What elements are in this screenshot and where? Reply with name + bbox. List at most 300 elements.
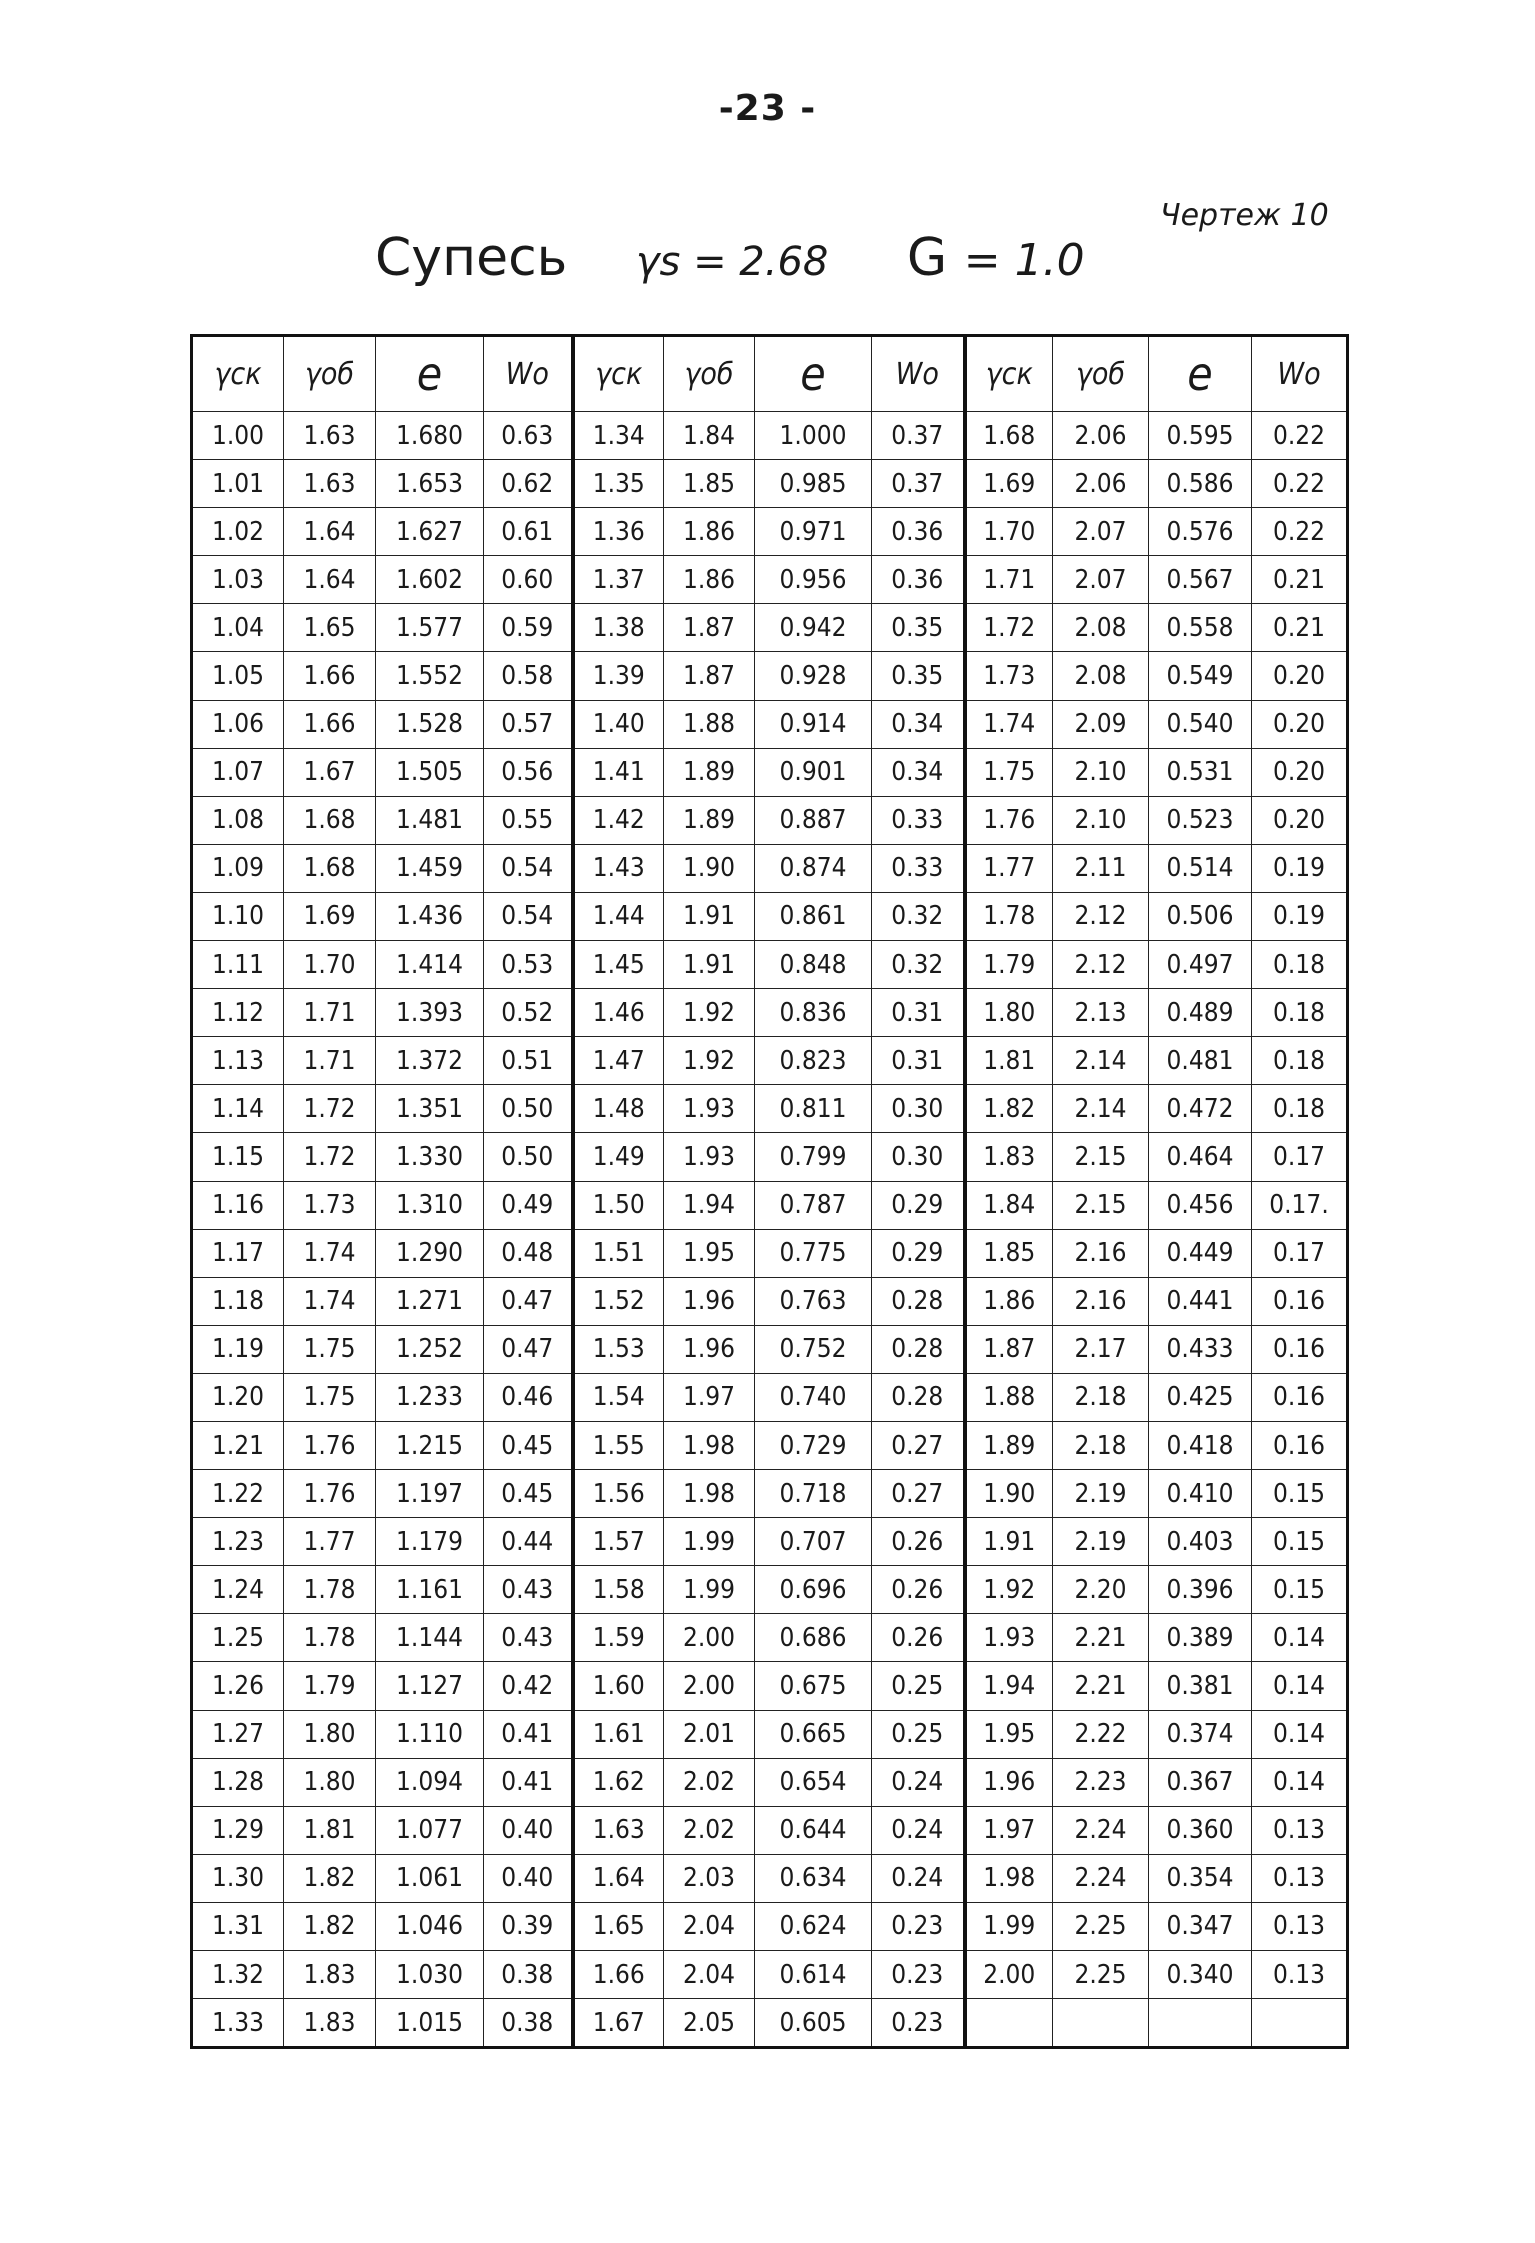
table-cell: 2.12 <box>1053 941 1149 989</box>
table-cell: 0.614 <box>755 1951 872 1999</box>
table-cell: 0.787 <box>755 1181 872 1229</box>
table-cell: 0.456 <box>1149 1181 1252 1229</box>
table-cell: 1.271 <box>376 1277 484 1325</box>
table-cell: 0.403 <box>1149 1518 1252 1566</box>
table-cell: 2.07 <box>1053 556 1149 604</box>
table-row <box>192 1325 1348 1373</box>
table-cell: 1.98 <box>664 1421 755 1469</box>
table-cell: 1.70 <box>965 508 1053 556</box>
table-cell: 1.70 <box>284 941 376 989</box>
table-cell: 1.90 <box>965 1470 1053 1518</box>
table-cell: 0.360 <box>1149 1806 1252 1854</box>
column-header: Wo <box>1252 336 1348 412</box>
table-cell: 0.425 <box>1149 1373 1252 1421</box>
table-cell: 0.644 <box>755 1806 872 1854</box>
table-cell: 0.57 <box>484 700 573 748</box>
table-cell: 1.86 <box>664 556 755 604</box>
table-cell: 0.686 <box>755 1614 872 1662</box>
table-cell: 1.98 <box>664 1470 755 1518</box>
table-cell: 1.78 <box>284 1566 376 1614</box>
table-cell: 0.481 <box>1149 1037 1252 1085</box>
table-cell: 1.310 <box>376 1181 484 1229</box>
table-cell: 1.80 <box>284 1758 376 1806</box>
table-cell: 1.144 <box>376 1614 484 1662</box>
table-cell: 1.87 <box>664 604 755 652</box>
table-cell: 1.82 <box>284 1902 376 1950</box>
table-cell: 1.094 <box>376 1758 484 1806</box>
table-cell: 0.28 <box>872 1325 965 1373</box>
table-cell: 2.10 <box>1053 748 1149 796</box>
table-cell: 1.18 <box>192 1277 284 1325</box>
table-cell: 0.586 <box>1149 460 1252 508</box>
table-cell: 0.26 <box>872 1566 965 1614</box>
table-cell: 0.718 <box>755 1470 872 1518</box>
table-cell: 0.43 <box>484 1614 573 1662</box>
table-cell: 1.89 <box>965 1421 1053 1469</box>
table-cell: 0.497 <box>1149 941 1252 989</box>
table-cell: 0.449 <box>1149 1229 1252 1277</box>
table-cell: 1.76 <box>284 1421 376 1469</box>
table-cell: 1.58 <box>573 1566 664 1614</box>
table-row <box>192 1854 1348 1902</box>
column-header: e <box>376 336 484 412</box>
table-body <box>192 412 1348 2048</box>
page-number: -23 - <box>718 88 817 129</box>
table-cell: 0.37 <box>872 412 965 460</box>
table-cell: 1.30 <box>192 1854 284 1902</box>
table-cell: 0.33 <box>872 796 965 844</box>
table-cell: 0.389 <box>1149 1614 1252 1662</box>
table-cell: 1.56 <box>573 1470 664 1518</box>
table-cell: 0.823 <box>755 1037 872 1085</box>
table-row <box>192 1566 1348 1614</box>
table-cell: 0.654 <box>755 1758 872 1806</box>
table-cell: 0.23 <box>872 1999 965 2048</box>
table-row <box>192 1421 1348 1469</box>
table-cell: 0.675 <box>755 1662 872 1710</box>
table-cell: 1.252 <box>376 1325 484 1373</box>
table-cell: 2.21 <box>1053 1662 1149 1710</box>
table-cell: 2.24 <box>1053 1806 1149 1854</box>
table-cell: 1.65 <box>573 1902 664 1950</box>
table-cell: 0.50 <box>484 1085 573 1133</box>
table-cell: 0.28 <box>872 1277 965 1325</box>
table-cell: 0.887 <box>755 796 872 844</box>
table-cell: 0.489 <box>1149 989 1252 1037</box>
table-cell: 2.18 <box>1053 1421 1149 1469</box>
table-cell: 0.51 <box>484 1037 573 1085</box>
table-cell: 1.96 <box>965 1758 1053 1806</box>
table-cell: 1.94 <box>664 1181 755 1229</box>
table-cell: 1.97 <box>965 1806 1053 1854</box>
drawing-label: Чертеж 10 <box>1160 198 1329 233</box>
table-cell: 0.33 <box>872 844 965 892</box>
table-cell: 2.08 <box>1053 604 1149 652</box>
table-cell: 1.91 <box>664 941 755 989</box>
table-cell: 2.22 <box>1053 1710 1149 1758</box>
table-cell: 1.02 <box>192 508 284 556</box>
table-cell: 0.20 <box>1252 748 1348 796</box>
table-cell: 1.077 <box>376 1806 484 1854</box>
table-cell: 0.13 <box>1252 1902 1348 1950</box>
table-cell: 1.89 <box>664 748 755 796</box>
table-cell: 0.347 <box>1149 1902 1252 1950</box>
table-cell: 0.15 <box>1252 1470 1348 1518</box>
table-cell: 0.558 <box>1149 604 1252 652</box>
table-cell: 0.35 <box>872 604 965 652</box>
table-cell: 1.15 <box>192 1133 284 1181</box>
table-cell: 0.16 <box>1252 1421 1348 1469</box>
table-cell: 0.549 <box>1149 652 1252 700</box>
table-cell: 0.40 <box>484 1854 573 1902</box>
table-cell: 0.374 <box>1149 1710 1252 1758</box>
table-cell: 0.17 <box>1252 1229 1348 1277</box>
table-cell: 1.78 <box>284 1614 376 1662</box>
table-cell: 1.68 <box>284 796 376 844</box>
table-cell: 1.01 <box>192 460 284 508</box>
column-header: γск <box>573 336 664 412</box>
table-cell: 1.93 <box>664 1085 755 1133</box>
table-row <box>192 1614 1348 1662</box>
table-cell: 1.414 <box>376 941 484 989</box>
table-cell: 1.92 <box>664 1037 755 1085</box>
table-row <box>192 700 1348 748</box>
table-cell: 0.53 <box>484 941 573 989</box>
table-cell: 1.05 <box>192 652 284 700</box>
table-row <box>192 989 1348 1037</box>
table-cell: 1.54 <box>573 1373 664 1421</box>
table-cell: 1.67 <box>284 748 376 796</box>
table-cell: 1.67 <box>573 1999 664 2048</box>
table-cell: 0.31 <box>872 989 965 1037</box>
table-cell: 1.83 <box>284 1951 376 1999</box>
table-cell <box>1252 1999 1348 2048</box>
table-cell: 0.942 <box>755 604 872 652</box>
table-cell: 1.28 <box>192 1758 284 1806</box>
table-cell: 0.60 <box>484 556 573 604</box>
table-cell: 1.94 <box>965 1662 1053 1710</box>
table-cell: 1.53 <box>573 1325 664 1373</box>
table-cell: 0.54 <box>484 892 573 940</box>
table-row <box>192 652 1348 700</box>
table-cell: 1.34 <box>573 412 664 460</box>
table-cell: 2.04 <box>664 1902 755 1950</box>
table-cell: 0.46 <box>484 1373 573 1421</box>
column-header: Wo <box>484 336 573 412</box>
table-cell: 1.99 <box>965 1902 1053 1950</box>
column-header: Wo <box>872 336 965 412</box>
table-cell: 1.63 <box>284 412 376 460</box>
table-cell: 0.506 <box>1149 892 1252 940</box>
table-cell: 0.441 <box>1149 1277 1252 1325</box>
table-cell: 0.52 <box>484 989 573 1037</box>
table-cell: 1.290 <box>376 1229 484 1277</box>
table-cell: 1.84 <box>965 1181 1053 1229</box>
table-cell: 0.16 <box>1252 1277 1348 1325</box>
table-cell: 1.86 <box>965 1277 1053 1325</box>
table-cell: 1.04 <box>192 604 284 652</box>
soil-properties-table <box>190 334 1349 2049</box>
column-header: γоб <box>664 336 755 412</box>
table-row <box>192 1710 1348 1758</box>
column-header: γоб <box>1053 336 1149 412</box>
table-cell: 1.215 <box>376 1421 484 1469</box>
table-cell: 0.340 <box>1149 1951 1252 1999</box>
table-cell: 1.85 <box>664 460 755 508</box>
table-cell: 0.39 <box>484 1902 573 1950</box>
table-row <box>192 1999 1348 2048</box>
table-cell: 0.47 <box>484 1325 573 1373</box>
table-cell: 1.73 <box>284 1181 376 1229</box>
column-header: e <box>1149 336 1252 412</box>
table-cell: 0.624 <box>755 1902 872 1950</box>
table-cell: 2.25 <box>1053 1902 1149 1950</box>
table-cell: 1.000 <box>755 412 872 460</box>
table-cell: 1.96 <box>664 1325 755 1373</box>
table-cell: 1.00 <box>192 412 284 460</box>
table-cell: 1.63 <box>284 460 376 508</box>
table-cell: 1.31 <box>192 1902 284 1950</box>
table-cell: 1.89 <box>664 796 755 844</box>
table-cell: 0.18 <box>1252 1037 1348 1085</box>
column-header: γск <box>965 336 1053 412</box>
table-cell: 1.66 <box>284 652 376 700</box>
table-cell: 2.14 <box>1053 1085 1149 1133</box>
table-cell: 0.36 <box>872 556 965 604</box>
table-cell: 0.40 <box>484 1806 573 1854</box>
table-cell: 0.14 <box>1252 1662 1348 1710</box>
table-cell: 1.98 <box>965 1854 1053 1902</box>
table-cell: 2.05 <box>664 1999 755 2048</box>
table-cell: 0.25 <box>872 1662 965 1710</box>
table-cell: 0.848 <box>755 941 872 989</box>
table-cell: 1.74 <box>284 1229 376 1277</box>
table-cell: 1.233 <box>376 1373 484 1421</box>
table-cell: 1.95 <box>664 1229 755 1277</box>
table-cell: 1.602 <box>376 556 484 604</box>
table-cell: 0.514 <box>1149 844 1252 892</box>
table-cell: 0.34 <box>872 700 965 748</box>
table-cell: 1.52 <box>573 1277 664 1325</box>
table-cell: 0.18 <box>1252 989 1348 1037</box>
table-cell: 2.18 <box>1053 1373 1149 1421</box>
table-cell: 1.59 <box>573 1614 664 1662</box>
table-row <box>192 460 1348 508</box>
table-cell: 0.740 <box>755 1373 872 1421</box>
table-row <box>192 796 1348 844</box>
table-cell: 1.45 <box>573 941 664 989</box>
table-cell: 1.481 <box>376 796 484 844</box>
table-cell: 1.82 <box>965 1085 1053 1133</box>
table-cell: 0.38 <box>484 1999 573 2048</box>
table-cell: 1.49 <box>573 1133 664 1181</box>
table-cell: 1.29 <box>192 1806 284 1854</box>
table-cell: 1.35 <box>573 460 664 508</box>
table-cell: 0.763 <box>755 1277 872 1325</box>
table-cell: 0.38 <box>484 1951 573 1999</box>
table-row <box>192 556 1348 604</box>
table-cell: 0.31 <box>872 1037 965 1085</box>
table-cell: 0.63 <box>484 412 573 460</box>
table-cell: 0.367 <box>1149 1758 1252 1806</box>
table-cell: 1.09 <box>192 844 284 892</box>
table-cell: 0.15 <box>1252 1518 1348 1566</box>
table-row <box>192 1518 1348 1566</box>
table-cell: 2.08 <box>1053 652 1149 700</box>
table-cell: 2.03 <box>664 1854 755 1902</box>
table-cell: 1.41 <box>573 748 664 796</box>
table-cell: 2.02 <box>664 1758 755 1806</box>
table-cell: 1.88 <box>664 700 755 748</box>
table-cell: 1.68 <box>284 844 376 892</box>
table-cell: 0.13 <box>1252 1951 1348 1999</box>
table-cell: 1.83 <box>284 1999 376 2048</box>
table-cell <box>965 1999 1053 2048</box>
table-cell: 1.37 <box>573 556 664 604</box>
table-cell: 0.62 <box>484 460 573 508</box>
table-row <box>192 508 1348 556</box>
table-cell: 0.45 <box>484 1421 573 1469</box>
table-cell: 2.04 <box>664 1951 755 1999</box>
g-symbol: G <box>906 228 948 288</box>
table-cell: 1.39 <box>573 652 664 700</box>
table-cell: 0.396 <box>1149 1566 1252 1614</box>
table-cell: 1.61 <box>573 1710 664 1758</box>
column-header: e <box>755 336 872 412</box>
table-cell: 0.27 <box>872 1421 965 1469</box>
table-row <box>192 1373 1348 1421</box>
table-cell: 1.75 <box>284 1373 376 1421</box>
table-cell: 1.372 <box>376 1037 484 1085</box>
table-cell: 1.12 <box>192 989 284 1037</box>
table-cell: 1.14 <box>192 1085 284 1133</box>
table-row <box>192 1037 1348 1085</box>
table-cell: 0.381 <box>1149 1662 1252 1710</box>
table-cell: 1.43 <box>573 844 664 892</box>
table-cell: 0.874 <box>755 844 872 892</box>
table-cell: 1.680 <box>376 412 484 460</box>
table-cell: 1.74 <box>965 700 1053 748</box>
table-cell: 2.10 <box>1053 796 1149 844</box>
table-cell: 1.26 <box>192 1662 284 1710</box>
table-cell: 1.85 <box>965 1229 1053 1277</box>
table-row <box>192 1229 1348 1277</box>
table-cell: 1.83 <box>965 1133 1053 1181</box>
table-cell: 1.71 <box>284 989 376 1037</box>
table-row <box>192 748 1348 796</box>
table-cell: 1.79 <box>965 941 1053 989</box>
table-cell: 0.665 <box>755 1710 872 1758</box>
table-cell: 1.046 <box>376 1902 484 1950</box>
table-cell: 1.81 <box>284 1806 376 1854</box>
table-cell: 2.15 <box>1053 1133 1149 1181</box>
table-cell: 0.56 <box>484 748 573 796</box>
table-cell: 1.51 <box>573 1229 664 1277</box>
table-cell: 0.50 <box>484 1133 573 1181</box>
table-cell: 0.32 <box>872 941 965 989</box>
table-cell: 0.13 <box>1252 1854 1348 1902</box>
table-cell: 1.030 <box>376 1951 484 1999</box>
table-cell: 0.15 <box>1252 1566 1348 1614</box>
table-cell: 1.79 <box>284 1662 376 1710</box>
table-cell: 0.28 <box>872 1373 965 1421</box>
table-cell: 2.07 <box>1053 508 1149 556</box>
table-cell: 0.59 <box>484 604 573 652</box>
table-cell: 1.77 <box>965 844 1053 892</box>
table-cell: 1.69 <box>284 892 376 940</box>
table-cell: 1.061 <box>376 1854 484 1902</box>
table-row <box>192 1951 1348 1999</box>
table-cell: 1.75 <box>284 1325 376 1373</box>
table-cell: 1.351 <box>376 1085 484 1133</box>
table-cell: 1.88 <box>965 1373 1053 1421</box>
table-cell: 0.21 <box>1252 556 1348 604</box>
table-cell: 0.775 <box>755 1229 872 1277</box>
table-cell: 1.44 <box>573 892 664 940</box>
table-cell: 0.48 <box>484 1229 573 1277</box>
table-cell: 0.22 <box>1252 508 1348 556</box>
table-cell: 2.21 <box>1053 1614 1149 1662</box>
table-cell: 0.707 <box>755 1518 872 1566</box>
table-cell: 1.17 <box>192 1229 284 1277</box>
table-cell: 1.36 <box>573 508 664 556</box>
table-cell: 1.92 <box>965 1566 1053 1614</box>
table-cell: 0.464 <box>1149 1133 1252 1181</box>
table-cell: 0.49 <box>484 1181 573 1229</box>
table-cell: 1.07 <box>192 748 284 796</box>
table-cell: 1.80 <box>284 1710 376 1758</box>
table-cell: 1.179 <box>376 1518 484 1566</box>
table-cell: 1.72 <box>284 1133 376 1181</box>
table-cell: 1.95 <box>965 1710 1053 1758</box>
table-cell: 1.65 <box>284 604 376 652</box>
table-cell: 2.14 <box>1053 1037 1149 1085</box>
table-cell: 0.45 <box>484 1470 573 1518</box>
table-cell: 0.30 <box>872 1133 965 1181</box>
table-cell: 1.552 <box>376 652 484 700</box>
table-cell: 2.17 <box>1053 1325 1149 1373</box>
table-cell: 1.75 <box>965 748 1053 796</box>
table-cell: 0.55 <box>484 796 573 844</box>
table-cell: 1.436 <box>376 892 484 940</box>
table-cell: 0.26 <box>872 1614 965 1662</box>
table-cell: 0.901 <box>755 748 872 796</box>
table-cell: 0.20 <box>1252 652 1348 700</box>
table-row <box>192 1902 1348 1950</box>
table-cell: 1.91 <box>965 1518 1053 1566</box>
table-cell: 1.60 <box>573 1662 664 1710</box>
table-row <box>192 1758 1348 1806</box>
table-cell: 1.87 <box>965 1325 1053 1373</box>
table-cell: 0.13 <box>1252 1806 1348 1854</box>
table-cell: 0.37 <box>872 460 965 508</box>
table-cell: 1.73 <box>965 652 1053 700</box>
table-cell: 0.531 <box>1149 748 1252 796</box>
table-cell: 2.01 <box>664 1710 755 1758</box>
table-cell: 0.811 <box>755 1085 872 1133</box>
table-cell: 0.41 <box>484 1758 573 1806</box>
table-cell: 0.32 <box>872 892 965 940</box>
table-cell: 1.21 <box>192 1421 284 1469</box>
table-cell: 1.86 <box>664 508 755 556</box>
table-cell: 2.00 <box>664 1614 755 1662</box>
table-cell: 0.26 <box>872 1518 965 1566</box>
table-cell: 1.32 <box>192 1951 284 1999</box>
table-cell: 0.42 <box>484 1662 573 1710</box>
table-cell: 0.19 <box>1252 844 1348 892</box>
table-cell: 1.99 <box>664 1566 755 1614</box>
table-cell: 1.91 <box>664 892 755 940</box>
